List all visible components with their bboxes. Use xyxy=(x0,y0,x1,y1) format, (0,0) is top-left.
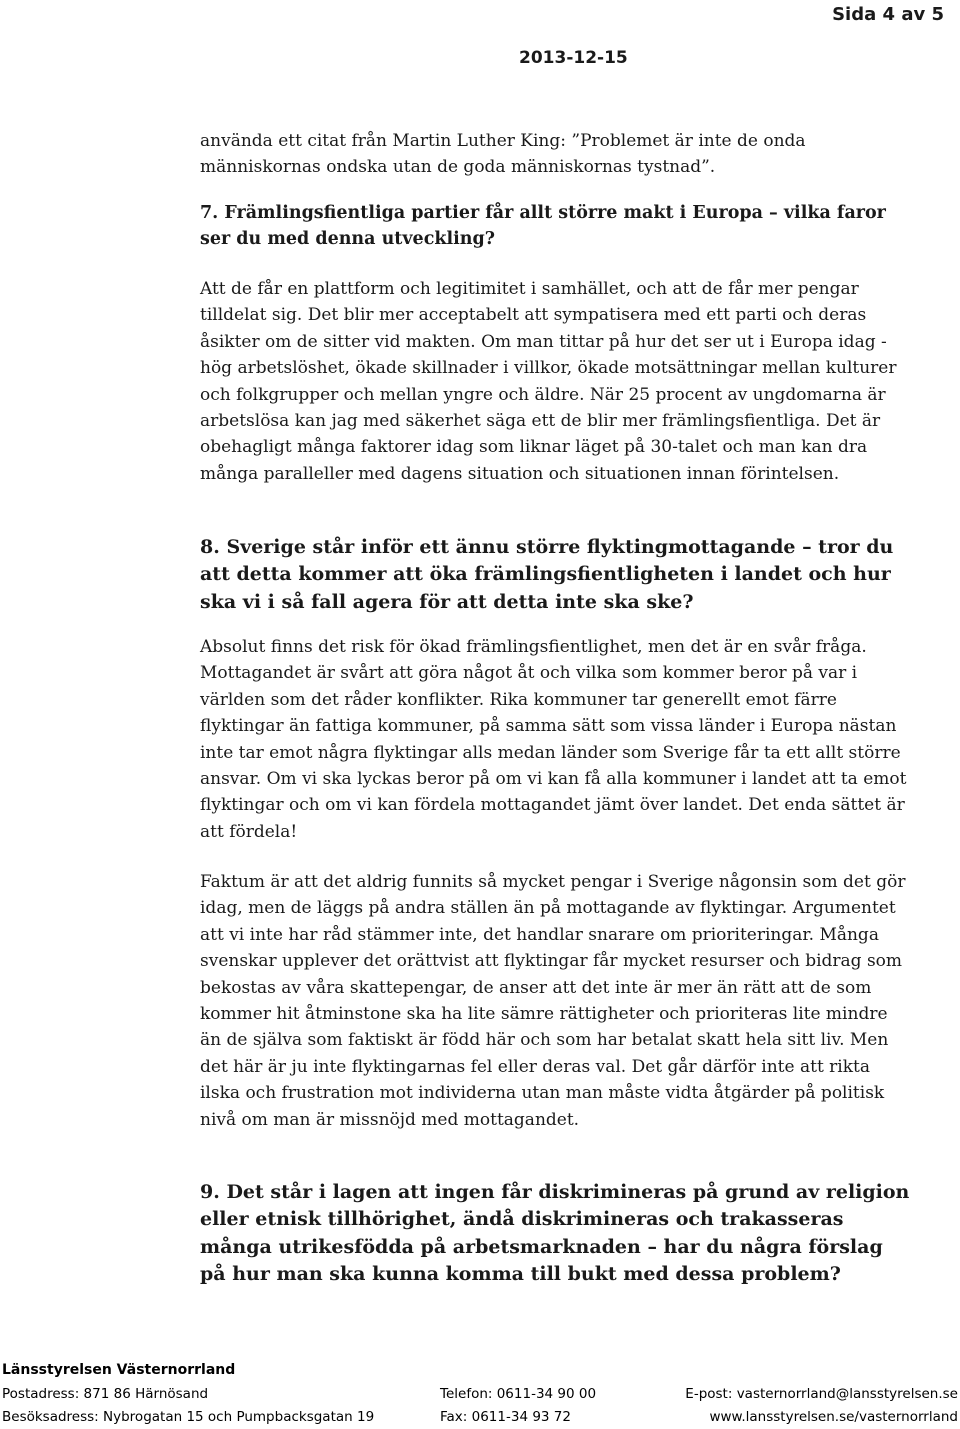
question-9: 9. Det står i lagen att ingen får diskrimineras på grund av religion eller etnisk tillhörighet, ändå diskrimineras och trakasseras många utrikesfödda på arbetsmarknaden – har du några förslag på hur man ska kunna komma till bukt med dessa problem? xyxy=(200,1181,910,1286)
question-7: 7. Främlingsfientliga partier får allt större makt i Europa – vilka faror ser du med denna utveckling? xyxy=(200,203,886,250)
footer-organization: Länsstyrelsen Västernorrland xyxy=(2,1362,236,1378)
page-number: Sida 4 av 5 xyxy=(832,4,944,25)
footer-email: E-post: vasternorrland@lansstyrelsen.se xyxy=(685,1386,958,1402)
answer-7: Att de får en plattform och legitimitet i samhället, och att de får mer pengar tilldelat sig. Det blir mer acceptabelt att sympatisera med ett parti och deras åsikter om de sitter vid makten. Om man tittar på hur det ser ut i Europa idag - hög arbetslöshet, ökade skillnader i villkor, ökade motsättningar mellan kulturer och folkgrupper och mellan yngre och äldre. När 25 procent av ungdomarna är arbetslösa kan jag med säkerhet säga ett de blir mer främlingsfientliga. Det är obehagligt många faktorer idag som liknar läget på 30-talet och man kan dra många paralleller med dagens situation och situationen innan förintelsen. xyxy=(200,279,897,484)
intro-paragraph: använda ett citat från Martin Luther King: ”Problemet är inte de onda människornas ondska utan de goda människornas tystnad”. xyxy=(200,131,806,178)
answer-8-paragraph-2: Faktum är att det aldrig funnits så mycket pengar i Sverige någonsin som det gör idag, men de läggs på andra ställen än på mottagande av flyktingar. Argumentet att vi inte har råd stämmer inte, det handlar snarare om prioriteringar. Många svenskar upplever det orättvist att flyktingar får mycket resurser och bidrag som bekostas av våra skattepengar, de anser att det inte är mer än rätt att de som kommer hit åtminstone ska ha lite sämre rättigheter och prioriteras lite mindre än de själva som faktiskt är född här och som har betalat skatt hela sitt liv. Men det här är ju inte flyktingarnas fel eller deras val. Det går därför inte att rikta ilska och frustration mot individerna utan man måste vidta åtgärder på politisk nivå om man är missnöjd med mottagandet. xyxy=(200,872,906,1130)
answer-8-paragraph-1: Absolut finns det risk för ökad främlingsfientlighet, men det är en svår fråga. Mottagandet är svårt att göra något åt och vilka som kommer beror på var i världen som det råder konflikter. Rika kommuner tar generellt emot färre flyktingar än fattiga kommuner, på samma sätt som vissa länder i Europa nästan inte tar emot några flyktingar alls medan länder som Sverige får ta ett allt större ansvar. Om vi ska lyckas beror på om vi kan få alla kommuner i landet att ta emot flyktingar och om vi kan fördela mottagandet jämt över landet. Det enda sättet är att fördela! xyxy=(200,637,907,842)
footer-website: www.lansstyrelsen.se/vasternorrland xyxy=(709,1409,958,1425)
footer-fax: Fax: 0611-34 93 72 xyxy=(440,1409,571,1425)
question-8: 8. Sverige står inför ett ännu större flyktingmottagande – tror du att detta kommer att öka främlingsfientligheten i landet och hur ska vi i så fall agera för att detta inte ska ske? xyxy=(200,536,894,613)
document-date: 2013-12-15 xyxy=(519,48,628,68)
footer xyxy=(0,1362,960,1425)
footer-visiting-address: Besöksadress: Nybrogatan 15 och Pumpbacksgatan 19 xyxy=(2,1409,375,1425)
footer-phone: Telefon: 0611-34 90 00 xyxy=(440,1386,597,1402)
footer-postal-address: Postadress: 871 86 Härnösand xyxy=(2,1386,209,1402)
